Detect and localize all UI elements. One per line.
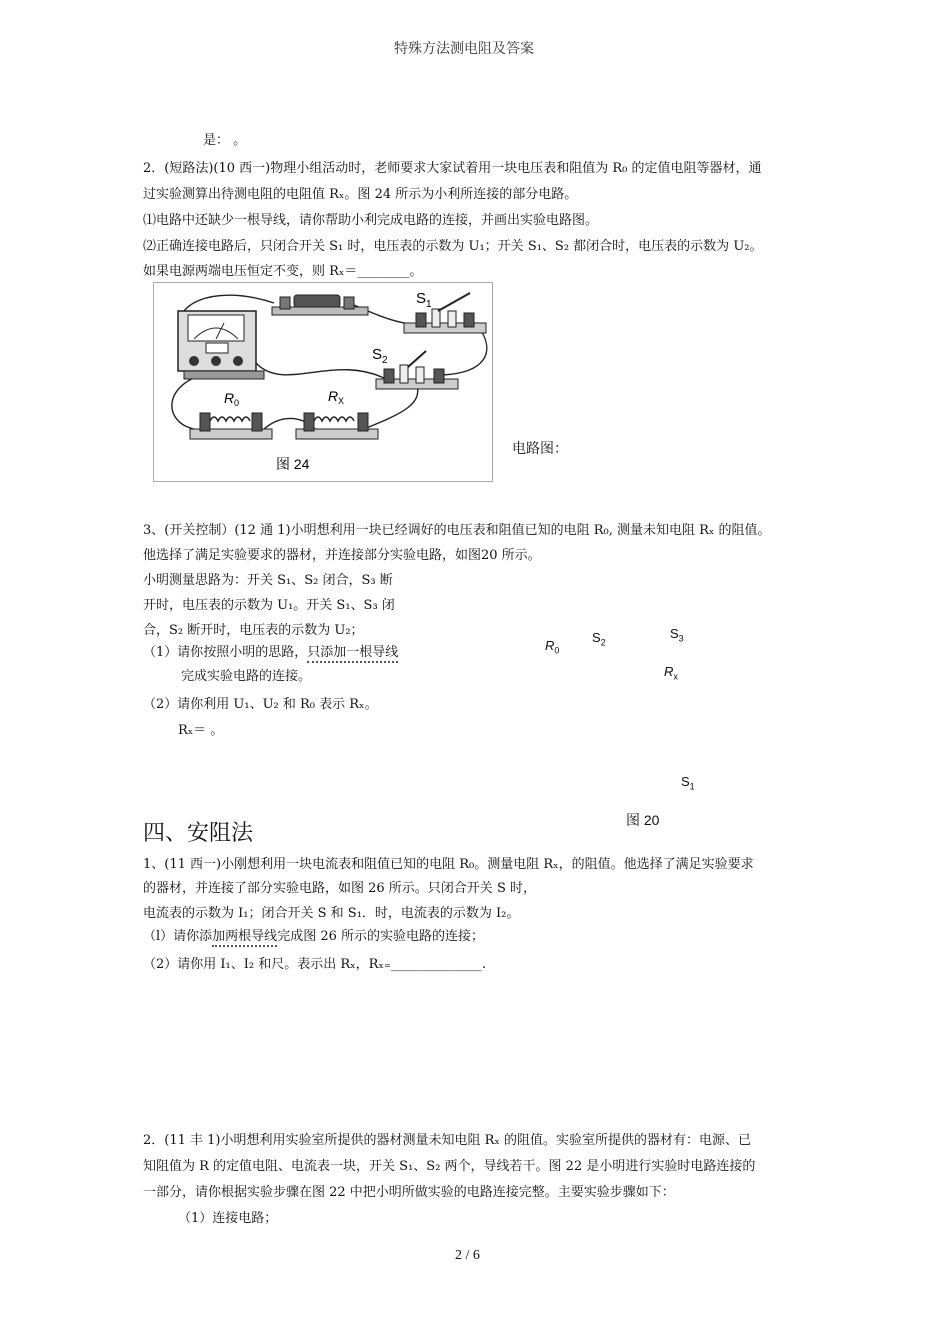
ammeter-question-1-item-1 — [143, 928, 484, 946]
question-2-item-1: ⑴电路中还缺少一根导线，请你帮助小利完成电路的连接，并画出实验电路图。 — [143, 213, 599, 228]
ammeter-question-2-step-1: （1）连接电路； — [178, 1211, 278, 1226]
page-number: 2 / 6 — [455, 1248, 480, 1263]
fig20-label-s3: $S_3$ — [670, 626, 684, 644]
page-header-title: 特殊方法测电阻及答案 — [394, 41, 534, 57]
section-heading-ammeter-method: 四、安阻法 — [143, 821, 254, 846]
question-3-line-4: 开时，电压表的示数为 U₁。开关 S₁、S₃ 闭 — [143, 598, 395, 613]
fig20-label-s2: $S_2$ — [592, 630, 606, 648]
question-2-item-2: ⑵正确连接电路后，只闭合开关 S₁ 时，电压表的示数为 U₁；开关 S₁、S₂ 都闭合时，电压表的示数为 U₂。 — [143, 239, 763, 254]
question-3-item-1 — [143, 644, 398, 662]
ammeter-question-2-line-2: 知阻值为 R 的定值电阻、电流表一块，开关 S₁、S₂ 两个，导线若干。图 22 是小明进行实验时电路连接的 — [143, 1159, 756, 1174]
fig24-label-s1-sub: 1 — [426, 299, 432, 310]
question-3-item-1-prefix: （1）请你按照小明的思路， — [143, 645, 308, 660]
fig24-caption: 图 24 — [276, 456, 310, 472]
question-3-line-3: 小明测量思路为：开关 S₁、S₂ 闭合，S₃ 断 — [143, 573, 393, 588]
ammeter-q1-item-1-emphasis: 加两根导线 — [212, 929, 277, 947]
question-3-item-1-emphasis: 只添加一根导线 — [307, 645, 398, 663]
fig24-label-rx-sub: X — [338, 396, 345, 406]
figure-24-circuit-drawing — [154, 283, 492, 481]
question-2-line-1: 2．(短路法)(10 西一)物理小组活动时，老师要求大家试着用一块电压表和阻值为 R₀ 的定值电阻等器材，通 — [143, 161, 762, 176]
question-3-item-2: （2）请你利用 U₁、U₂ 和 R₀ 表示 Rₓ。 — [143, 697, 378, 712]
question-2-item-3: 如果电源两端电压恒定不变，则 Rₓ＝________。 — [143, 264, 423, 279]
fig24-label-s1: S — [416, 290, 427, 307]
fig24-label-s2: S — [372, 346, 383, 363]
question-3-line-1: 3、(开关控制）(12 通 1)小明想利用一块已经调好的电压表和阻值已知的电阻 R₀, 测量未知电阻 Rₓ 的阻值。 — [143, 523, 771, 538]
ammeter-question-1-line-3: 电流表的示数为 I₁；闭合开关 S 和 S₁．时，电流表的示数为 I₂。 — [143, 906, 520, 921]
ammeter-question-1-item-2: （2）请你用 I₁、I₂ 和尺。表示出 Rₓ，Rₓ₌______________. — [143, 957, 486, 972]
fig24-label-r0-sub: 0 — [234, 398, 240, 408]
fig20-caption: 图 20 — [626, 812, 660, 828]
fig20-label-s1: $S_1$ — [681, 774, 695, 792]
fig24-label-rx: R — [328, 388, 339, 404]
ammeter-q1-item-1-prefix: （l）请你添 — [143, 929, 213, 944]
fig24-label-r0: R — [224, 390, 235, 406]
question-3-line-5: 合，S₂ 断开时，电压表的示数为 U₂； — [143, 623, 364, 638]
fig20-label-r0: $R_0$ — [545, 638, 560, 656]
ammeter-question-1-line-2: 的器材，并连接了部分实验电路，如图 26 所示。只闭合开关 S 时， — [143, 881, 536, 896]
circuit-diagram-label: 电路图： — [512, 441, 568, 457]
question-3-line-2: 他选择了满足实验要求的器材，并连接部分实验电路，如图20 所示。 — [143, 548, 541, 563]
figure-24 — [153, 282, 493, 482]
fig24-label-s2-sub: 2 — [382, 355, 388, 366]
ammeter-q1-item-1-suffix: 完成图 26 所示的实验电路的连接； — [277, 929, 484, 944]
fig20-label-rx: $R_x$ — [664, 664, 678, 682]
ammeter-question-2-line-1: 2．(11 丰 1)小明想利用实验室所提供的器材测量未知电阻 Rₓ 的阻值。实验室所提供的器材有：电源、已 — [143, 1133, 752, 1148]
question-3-answer: Rₓ＝ 。 — [178, 723, 224, 738]
ammeter-question-1-line-1: 1、(11 西一)小刚想利用一块电流表和阻值已知的电阻 R₀。测量电阻 Rₓ，的阻值。他选择了满足实验要求 — [143, 857, 754, 872]
ammeter-question-2-line-3: 一部分，请你根据实验步骤在图 22 中把小明所做实验的电路连接完整。主要实验步骤如下： — [143, 1185, 675, 1200]
previous-question-tail: 是： 。 — [203, 133, 247, 148]
question-3-item-1-cont: 完成实验电路的连接。 — [181, 669, 312, 684]
question-2-line-2: 过实验测算出待测电阻的电阻值 Rₓ。图 24 所示为小利所连接的部分电路。 — [143, 187, 578, 202]
